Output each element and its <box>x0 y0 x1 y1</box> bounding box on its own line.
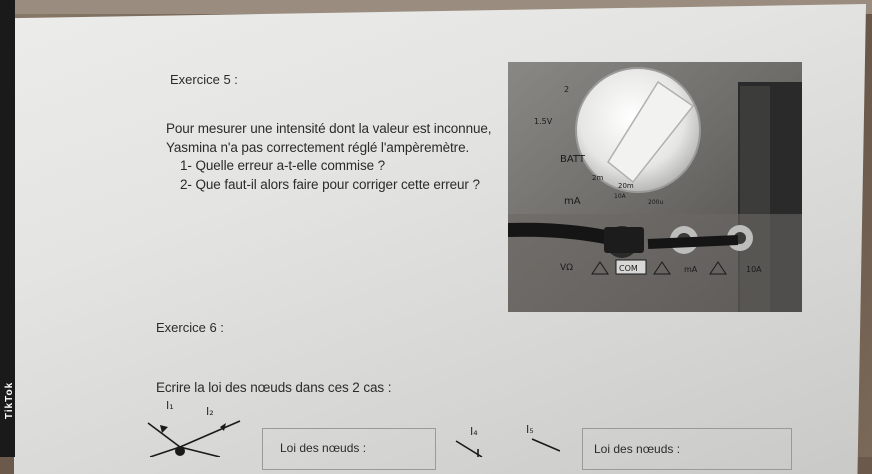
exercise-5-question-2: 2- Que faut-il alors faire pour corriger cette erreur ? <box>180 177 480 192</box>
multimeter-photo <box>508 62 802 312</box>
exercise-5-title: Exercice 5 : <box>170 72 238 87</box>
tiktok-watermark: TikTok <box>4 381 16 420</box>
branch-i5 <box>532 439 560 451</box>
arrow-i1-icon <box>160 425 168 433</box>
label-i4: I₄ <box>470 425 478 438</box>
range-1v5-label: 1.5V <box>534 117 553 126</box>
batt-label: BATT <box>560 154 585 165</box>
branch-lower-right <box>180 447 220 457</box>
label-i2: I₂ <box>206 405 214 418</box>
range-200u-label: 200u <box>648 199 664 206</box>
label-i1: I₁ <box>166 399 174 412</box>
range-10a-label: 10A <box>614 193 626 200</box>
exercise-5-line-1: Pour mesurer une intensité dont la valeur est inconnue, <box>166 121 492 136</box>
multimeter-illustration <box>508 62 802 312</box>
answer-box-2-label: Loi des nœuds : <box>594 442 681 456</box>
branch-i2 <box>180 421 240 447</box>
range-2m-label: 2m <box>592 174 604 182</box>
ma-range-label: mA <box>564 196 581 207</box>
label-i5: I₅ <box>526 423 534 436</box>
com-port-label: COM <box>619 264 638 273</box>
ma-port-label: mA <box>684 265 698 274</box>
exercise-5-line-2: Yasmina n'a pas correctement réglé l'ampèremètre. <box>166 140 470 155</box>
answer-box-1-label: Loi des nœuds : <box>280 441 367 455</box>
range-2v-label: 2 <box>564 85 570 94</box>
vohm-port-label: VΩ <box>560 263 574 273</box>
10a-port-label: 10A <box>746 265 762 274</box>
exercise-5-question-1: 1- Quelle erreur a-t-elle commise ? <box>180 158 386 173</box>
range-20m-label: 20m <box>618 182 634 190</box>
node-1-dot <box>175 446 185 456</box>
exercise-6-title: Exercice 6 : <box>156 320 224 335</box>
exercise-6-instruction: Ecrire la loi des nœuds dans ces 2 cas : <box>156 380 392 395</box>
